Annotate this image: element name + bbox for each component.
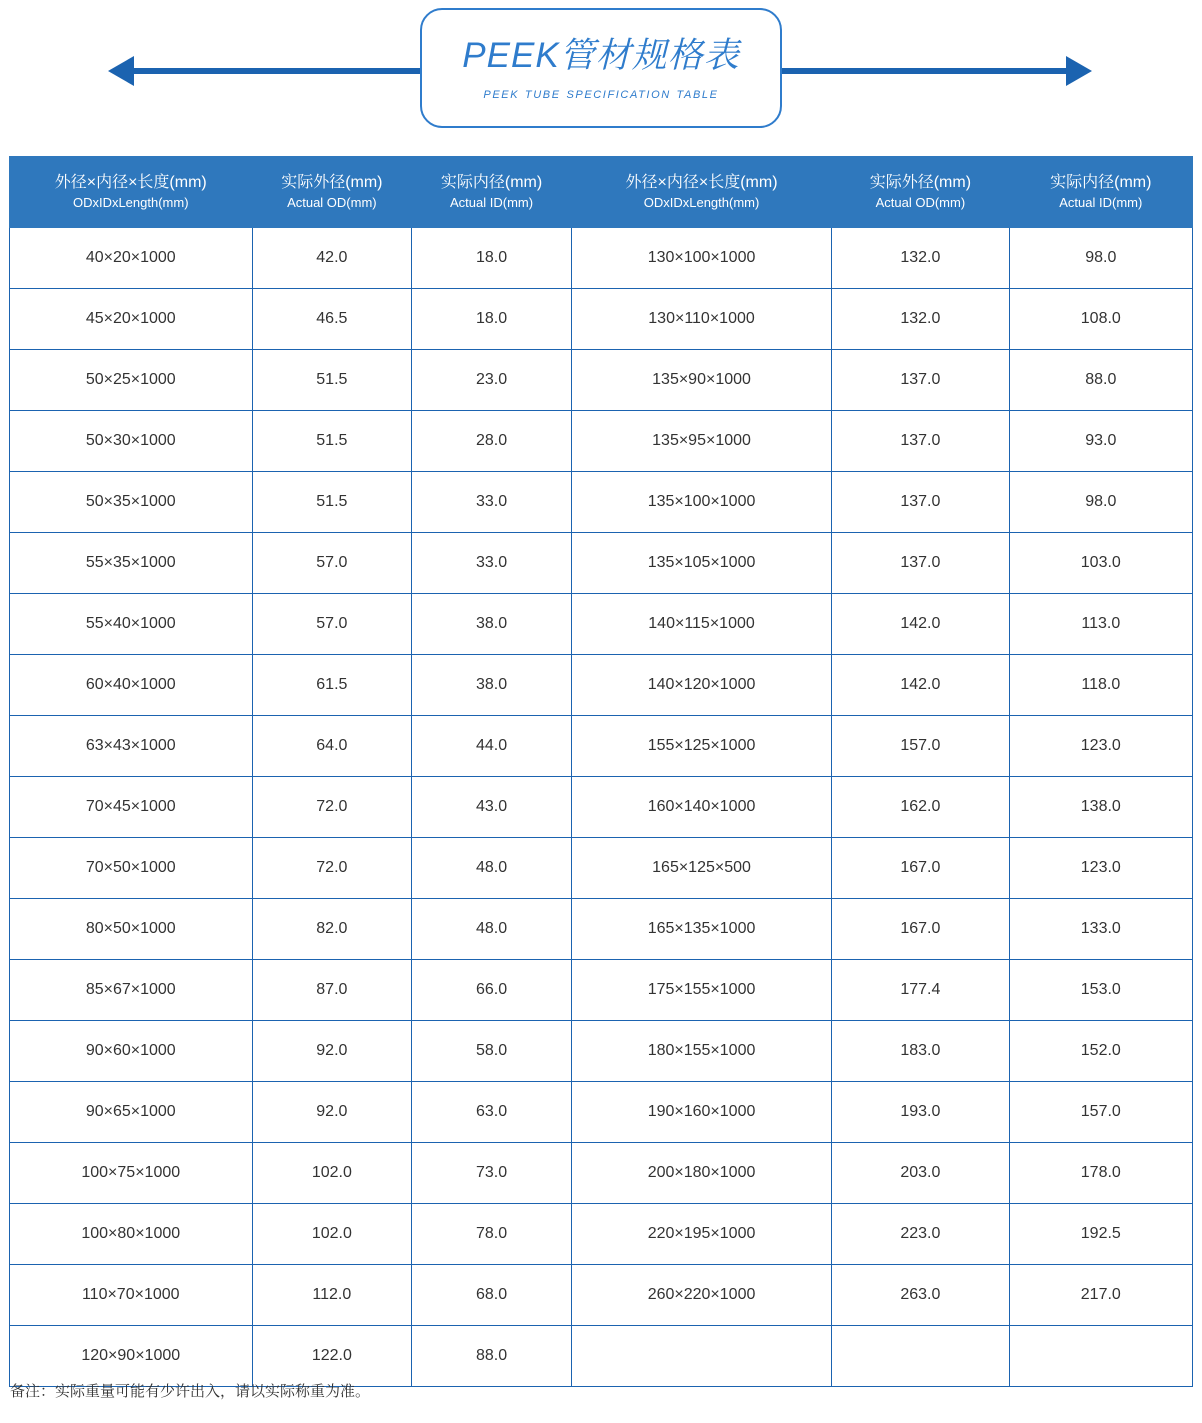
table-cell: 132.0 <box>832 289 1009 350</box>
table-cell: 93.0 <box>1009 411 1192 472</box>
table-cell: 51.5 <box>252 472 412 533</box>
table-cell: 108.0 <box>1009 289 1192 350</box>
table-cell: 38.0 <box>412 594 572 655</box>
table-cell: 90×60×1000 <box>10 1021 253 1082</box>
table-cell: 122.0 <box>252 1326 412 1387</box>
table-cell: 140×120×1000 <box>571 655 831 716</box>
table-cell: 260×220×1000 <box>571 1265 831 1326</box>
table-cell: 177.4 <box>832 960 1009 1021</box>
table-cell: 135×95×1000 <box>571 411 831 472</box>
table-cell: 112.0 <box>252 1265 412 1326</box>
table-cell: 88.0 <box>412 1326 572 1387</box>
table-cell: 152.0 <box>1009 1021 1192 1082</box>
table-row <box>10 1326 1193 1387</box>
column-header-actual-od-2 <box>832 157 1009 228</box>
table-cell-empty <box>832 1326 1009 1387</box>
table-cell: 72.0 <box>252 777 412 838</box>
table-cell: 38.0 <box>412 655 572 716</box>
table-cell: 167.0 <box>832 899 1009 960</box>
table-cell: 103.0 <box>1009 533 1192 594</box>
table-cell: 78.0 <box>412 1204 572 1265</box>
table-row <box>10 594 1193 655</box>
table-cell: 98.0 <box>1009 228 1192 289</box>
column-header-actual-od-1 <box>252 157 412 228</box>
table-cell: 50×35×1000 <box>10 472 253 533</box>
table-cell: 137.0 <box>832 411 1009 472</box>
table-cell: 137.0 <box>832 350 1009 411</box>
table-cell: 60×40×1000 <box>10 655 253 716</box>
table-cell: 160×140×1000 <box>571 777 831 838</box>
column-header-cn: 外径×内径×长度(mm) <box>54 174 207 191</box>
table-cell: 123.0 <box>1009 716 1192 777</box>
table-cell: 220×195×1000 <box>571 1204 831 1265</box>
table-row <box>10 1021 1193 1082</box>
table-cell: 165×125×500 <box>571 838 831 899</box>
column-header-actual-id-2 <box>1009 157 1192 228</box>
table-cell: 193.0 <box>832 1082 1009 1143</box>
column-header-en: ODxIDxLength(mm) <box>643 195 760 211</box>
table-cell: 70×50×1000 <box>10 838 253 899</box>
table-cell: 100×75×1000 <box>10 1143 253 1204</box>
table-cell: 123.0 <box>1009 838 1192 899</box>
page-subtitle: peek tube specification table <box>483 84 719 102</box>
table-cell: 87.0 <box>252 960 412 1021</box>
table-cell: 130×100×1000 <box>571 228 831 289</box>
table-cell: 153.0 <box>1009 960 1192 1021</box>
table-row <box>10 533 1193 594</box>
table-cell: 110×70×1000 <box>10 1265 253 1326</box>
table-cell: 135×105×1000 <box>571 533 831 594</box>
table-cell: 88.0 <box>1009 350 1192 411</box>
table-row <box>10 350 1193 411</box>
table-row <box>10 838 1193 899</box>
table-cell: 63×43×1000 <box>10 716 253 777</box>
table-cell: 138.0 <box>1009 777 1192 838</box>
table-cell: 90×65×1000 <box>10 1082 253 1143</box>
table-cell: 120×90×1000 <box>10 1326 253 1387</box>
header-row <box>10 157 1193 228</box>
table-cell: 43.0 <box>412 777 572 838</box>
table-row <box>10 472 1193 533</box>
table-cell: 175×155×1000 <box>571 960 831 1021</box>
column-header-en: Actual OD(mm) <box>875 195 966 211</box>
table-cell: 33.0 <box>412 472 572 533</box>
table-cell: 73.0 <box>412 1143 572 1204</box>
table-cell: 58.0 <box>412 1021 572 1082</box>
table-cell: 223.0 <box>832 1204 1009 1265</box>
table-cell: 72.0 <box>252 838 412 899</box>
table-cell: 217.0 <box>1009 1265 1192 1326</box>
table-cell: 190×160×1000 <box>571 1082 831 1143</box>
table-row <box>10 1265 1193 1326</box>
table-cell: 162.0 <box>832 777 1009 838</box>
table-cell: 82.0 <box>252 899 412 960</box>
table-cell: 142.0 <box>832 655 1009 716</box>
table-cell: 40×20×1000 <box>10 228 253 289</box>
table-cell: 135×100×1000 <box>571 472 831 533</box>
table-row <box>10 289 1193 350</box>
table-cell: 167.0 <box>832 838 1009 899</box>
table-row <box>10 228 1193 289</box>
table-cell: 263.0 <box>832 1265 1009 1326</box>
table-cell: 28.0 <box>412 411 572 472</box>
table-cell: 55×35×1000 <box>10 533 253 594</box>
table-cell: 200×180×1000 <box>571 1143 831 1204</box>
column-header-en: Actual ID(mm) <box>1059 195 1143 211</box>
table-row <box>10 777 1193 838</box>
table-cell: 46.5 <box>252 289 412 350</box>
arrow-right-icon <box>1066 56 1092 86</box>
column-header-od-id-length-2 <box>571 157 831 228</box>
table-cell: 135×90×1000 <box>571 350 831 411</box>
table-cell: 68.0 <box>412 1265 572 1326</box>
table-cell: 85×67×1000 <box>10 960 253 1021</box>
arrow-right-line <box>742 68 1072 74</box>
column-header-cn: 外径×内径×长度(mm) <box>625 174 778 191</box>
table-cell: 180×155×1000 <box>571 1021 831 1082</box>
title-box <box>420 8 782 128</box>
table-cell: 102.0 <box>252 1143 412 1204</box>
arrow-left-line <box>130 68 460 74</box>
table-cell: 48.0 <box>412 838 572 899</box>
column-header-od-id-length-1 <box>10 157 253 228</box>
table-cell: 92.0 <box>252 1082 412 1143</box>
page-title: PEEK管材规格表 <box>462 35 740 75</box>
table-cell: 132.0 <box>832 228 1009 289</box>
table-cell: 165×135×1000 <box>571 899 831 960</box>
table-cell: 130×110×1000 <box>571 289 831 350</box>
table-cell: 118.0 <box>1009 655 1192 716</box>
table-cell-empty <box>1009 1326 1192 1387</box>
table-cell: 63.0 <box>412 1082 572 1143</box>
table-cell: 102.0 <box>252 1204 412 1265</box>
table-cell: 140×115×1000 <box>571 594 831 655</box>
table-cell: 70×45×1000 <box>10 777 253 838</box>
table-cell: 98.0 <box>1009 472 1192 533</box>
column-header-actual-id-1 <box>412 157 572 228</box>
table-cell: 178.0 <box>1009 1143 1192 1204</box>
column-header-en: Actual OD(mm) <box>287 195 377 211</box>
table-cell: 137.0 <box>832 533 1009 594</box>
table-row <box>10 960 1193 1021</box>
table-cell: 44.0 <box>412 716 572 777</box>
table-cell: 57.0 <box>252 533 412 594</box>
table-cell: 18.0 <box>412 289 572 350</box>
footnote: 备注：实际重量可能有少许出入，请以实际称重为准。 <box>10 1383 371 1400</box>
table-cell: 192.5 <box>1009 1204 1192 1265</box>
table-cell: 33.0 <box>412 533 572 594</box>
column-header-en: ODxIDxLength(mm) <box>72 195 189 211</box>
column-header-cn: 实际外径(mm) <box>869 174 972 191</box>
table-row <box>10 1082 1193 1143</box>
table-cell: 64.0 <box>252 716 412 777</box>
table-cell: 51.5 <box>252 411 412 472</box>
table-cell: 51.5 <box>252 350 412 411</box>
table-cell: 137.0 <box>832 472 1009 533</box>
header-banner <box>0 0 1202 140</box>
column-header-cn: 实际外径(mm) <box>281 174 383 191</box>
table-row <box>10 655 1193 716</box>
table-cell: 157.0 <box>832 716 1009 777</box>
table-cell: 50×30×1000 <box>10 411 253 472</box>
table-cell: 18.0 <box>412 228 572 289</box>
table-row <box>10 411 1193 472</box>
table-cell: 23.0 <box>412 350 572 411</box>
table-row <box>10 1143 1193 1204</box>
table-cell: 66.0 <box>412 960 572 1021</box>
table-row <box>10 1204 1193 1265</box>
table-cell: 92.0 <box>252 1021 412 1082</box>
table-cell: 133.0 <box>1009 899 1192 960</box>
table-cell: 183.0 <box>832 1021 1009 1082</box>
table-cell: 100×80×1000 <box>10 1204 253 1265</box>
table-row <box>10 899 1193 960</box>
column-header-cn: 实际内径(mm) <box>440 174 543 191</box>
table-cell: 157.0 <box>1009 1082 1192 1143</box>
table-cell: 50×25×1000 <box>10 350 253 411</box>
table-cell: 61.5 <box>252 655 412 716</box>
column-header-en: Actual ID(mm) <box>450 195 534 211</box>
table-body <box>10 228 1193 1387</box>
column-header-cn: 实际内径(mm) <box>1050 174 1152 191</box>
table-cell: 45×20×1000 <box>10 289 253 350</box>
spec-table <box>9 156 1193 1387</box>
table-cell: 80×50×1000 <box>10 899 253 960</box>
table-cell: 42.0 <box>252 228 412 289</box>
table-cell: 142.0 <box>832 594 1009 655</box>
table-cell: 57.0 <box>252 594 412 655</box>
table-cell: 113.0 <box>1009 594 1192 655</box>
table-header <box>10 157 1193 228</box>
table-cell: 48.0 <box>412 899 572 960</box>
table-cell: 55×40×1000 <box>10 594 253 655</box>
table-cell: 203.0 <box>832 1143 1009 1204</box>
table-cell: 155×125×1000 <box>571 716 831 777</box>
table-cell-empty <box>571 1326 831 1387</box>
table-row <box>10 716 1193 777</box>
